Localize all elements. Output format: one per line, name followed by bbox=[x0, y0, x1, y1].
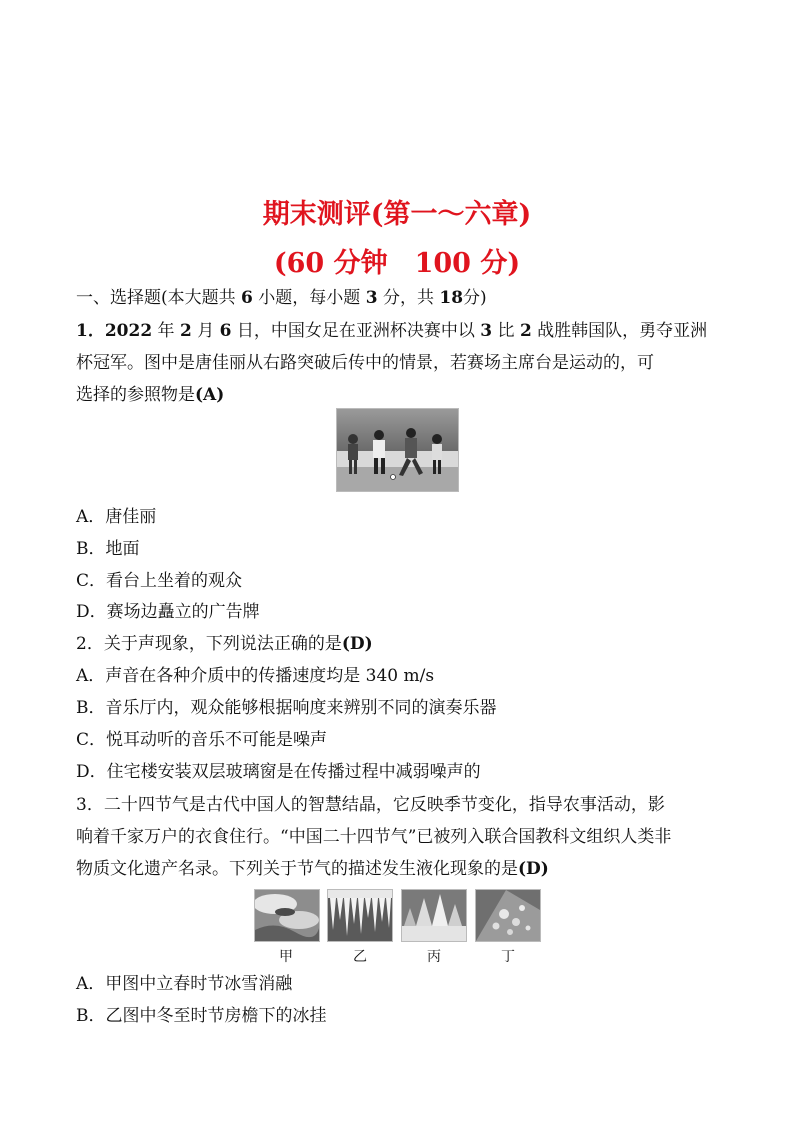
q1-stem-line1 bbox=[76, 320, 707, 342]
q1-text: 2 bbox=[179, 321, 192, 341]
q1-text: 选择的参照物是 bbox=[76, 385, 195, 405]
q1-text: 2 bbox=[519, 321, 532, 341]
q1-number: 1．2022 bbox=[76, 321, 153, 341]
frosted-trees-photo bbox=[401, 889, 467, 942]
section-total: 18 bbox=[439, 288, 464, 308]
q2-text: 2．关于声现象，下列说法正确的是 bbox=[76, 634, 342, 654]
q3-answer: (D) bbox=[518, 859, 549, 879]
section-heading bbox=[76, 287, 487, 309]
caption-bing: 丙 bbox=[427, 949, 441, 965]
dew-drops-graphic bbox=[476, 890, 540, 941]
icicles-graphic bbox=[328, 890, 392, 941]
q2-stem bbox=[76, 633, 373, 655]
melting-snow-photo bbox=[254, 889, 320, 942]
section-count: 6 bbox=[241, 288, 253, 308]
q1-text: 6 bbox=[219, 321, 232, 341]
q1-stem-line2: 杯冠军。图中是唐佳丽从右路突破后传中的情景，若赛场主席台是运动的，可 bbox=[76, 353, 654, 373]
football-match-photo bbox=[336, 408, 459, 492]
q3-stem-line1: 3．二十四节气是古代中国人的智慧结晶，它反映季节变化，指导农事活动，影 bbox=[76, 795, 665, 815]
section-text: 分，共 bbox=[377, 288, 440, 308]
q1-option-d: D．赛场边矗立的广告牌 bbox=[76, 602, 260, 622]
q2-answer: (D) bbox=[341, 634, 373, 654]
caption-yi: 乙 bbox=[353, 949, 367, 965]
section-text: 小题，每小题 bbox=[252, 288, 366, 308]
q1-option-b: B．地面 bbox=[76, 539, 140, 559]
q1-text: 3 bbox=[480, 321, 493, 341]
q1-option-c: C．看台上坐着的观众 bbox=[76, 571, 243, 591]
q1-text: 比 bbox=[492, 321, 520, 341]
q2-option-a: A．声音在各种介质中的传播速度均是 340 m/s bbox=[76, 666, 435, 686]
q3-option-b: B．乙图中冬至时节房檐下的冰挂 bbox=[76, 1006, 327, 1026]
q1-text: 月 bbox=[191, 321, 220, 341]
section-text: 分) bbox=[463, 288, 487, 308]
q2-option-d: D．住宅楼安装双层玻璃窗是在传播过程中减弱噪声的 bbox=[76, 762, 481, 782]
page-title: 期末测评(第一～六章) bbox=[262, 199, 532, 230]
football-match-photo-graphic bbox=[337, 409, 458, 491]
section-points: 3 bbox=[365, 288, 378, 308]
q1-stem-line3 bbox=[76, 384, 224, 406]
q1-text: 年 bbox=[152, 321, 180, 341]
q1-text: 战胜韩国队，勇夺亚洲 bbox=[531, 321, 708, 341]
q3-stem-line2: 响着千家万户的衣食住行。“中国二十四节气”已被列入联合国教科文组织人类非 bbox=[76, 827, 672, 847]
q3-stem-line3 bbox=[76, 858, 549, 880]
q2-option-b: B．音乐厅内，观众能够根据响度来辨别不同的演奏乐器 bbox=[76, 698, 497, 718]
q3-text: 物质文化遗产名录。下列关于节气的描述发生液化现象的是 bbox=[76, 859, 518, 879]
page-subtitle: (60 分钟 100 分) bbox=[273, 248, 521, 279]
q1-answer: (A) bbox=[195, 385, 225, 405]
caption-ding: 丁 bbox=[501, 949, 515, 965]
q1-option-a: A．唐佳丽 bbox=[76, 507, 157, 527]
melting-snow-graphic bbox=[255, 890, 319, 941]
caption-jia: 甲 bbox=[279, 949, 293, 965]
dew-drops-photo bbox=[475, 889, 541, 942]
section-text: 一、选择题(本大题共 bbox=[76, 288, 242, 308]
q1-text: 日，中国女足在亚洲杯决赛中以 bbox=[231, 321, 481, 341]
icicles-photo bbox=[327, 889, 393, 942]
q3-option-a: A．甲图中立春时节冰雪消融 bbox=[76, 974, 293, 994]
frosted-trees-graphic bbox=[402, 890, 466, 941]
q2-option-c: C．悦耳动听的音乐不可能是噪声 bbox=[76, 730, 328, 750]
